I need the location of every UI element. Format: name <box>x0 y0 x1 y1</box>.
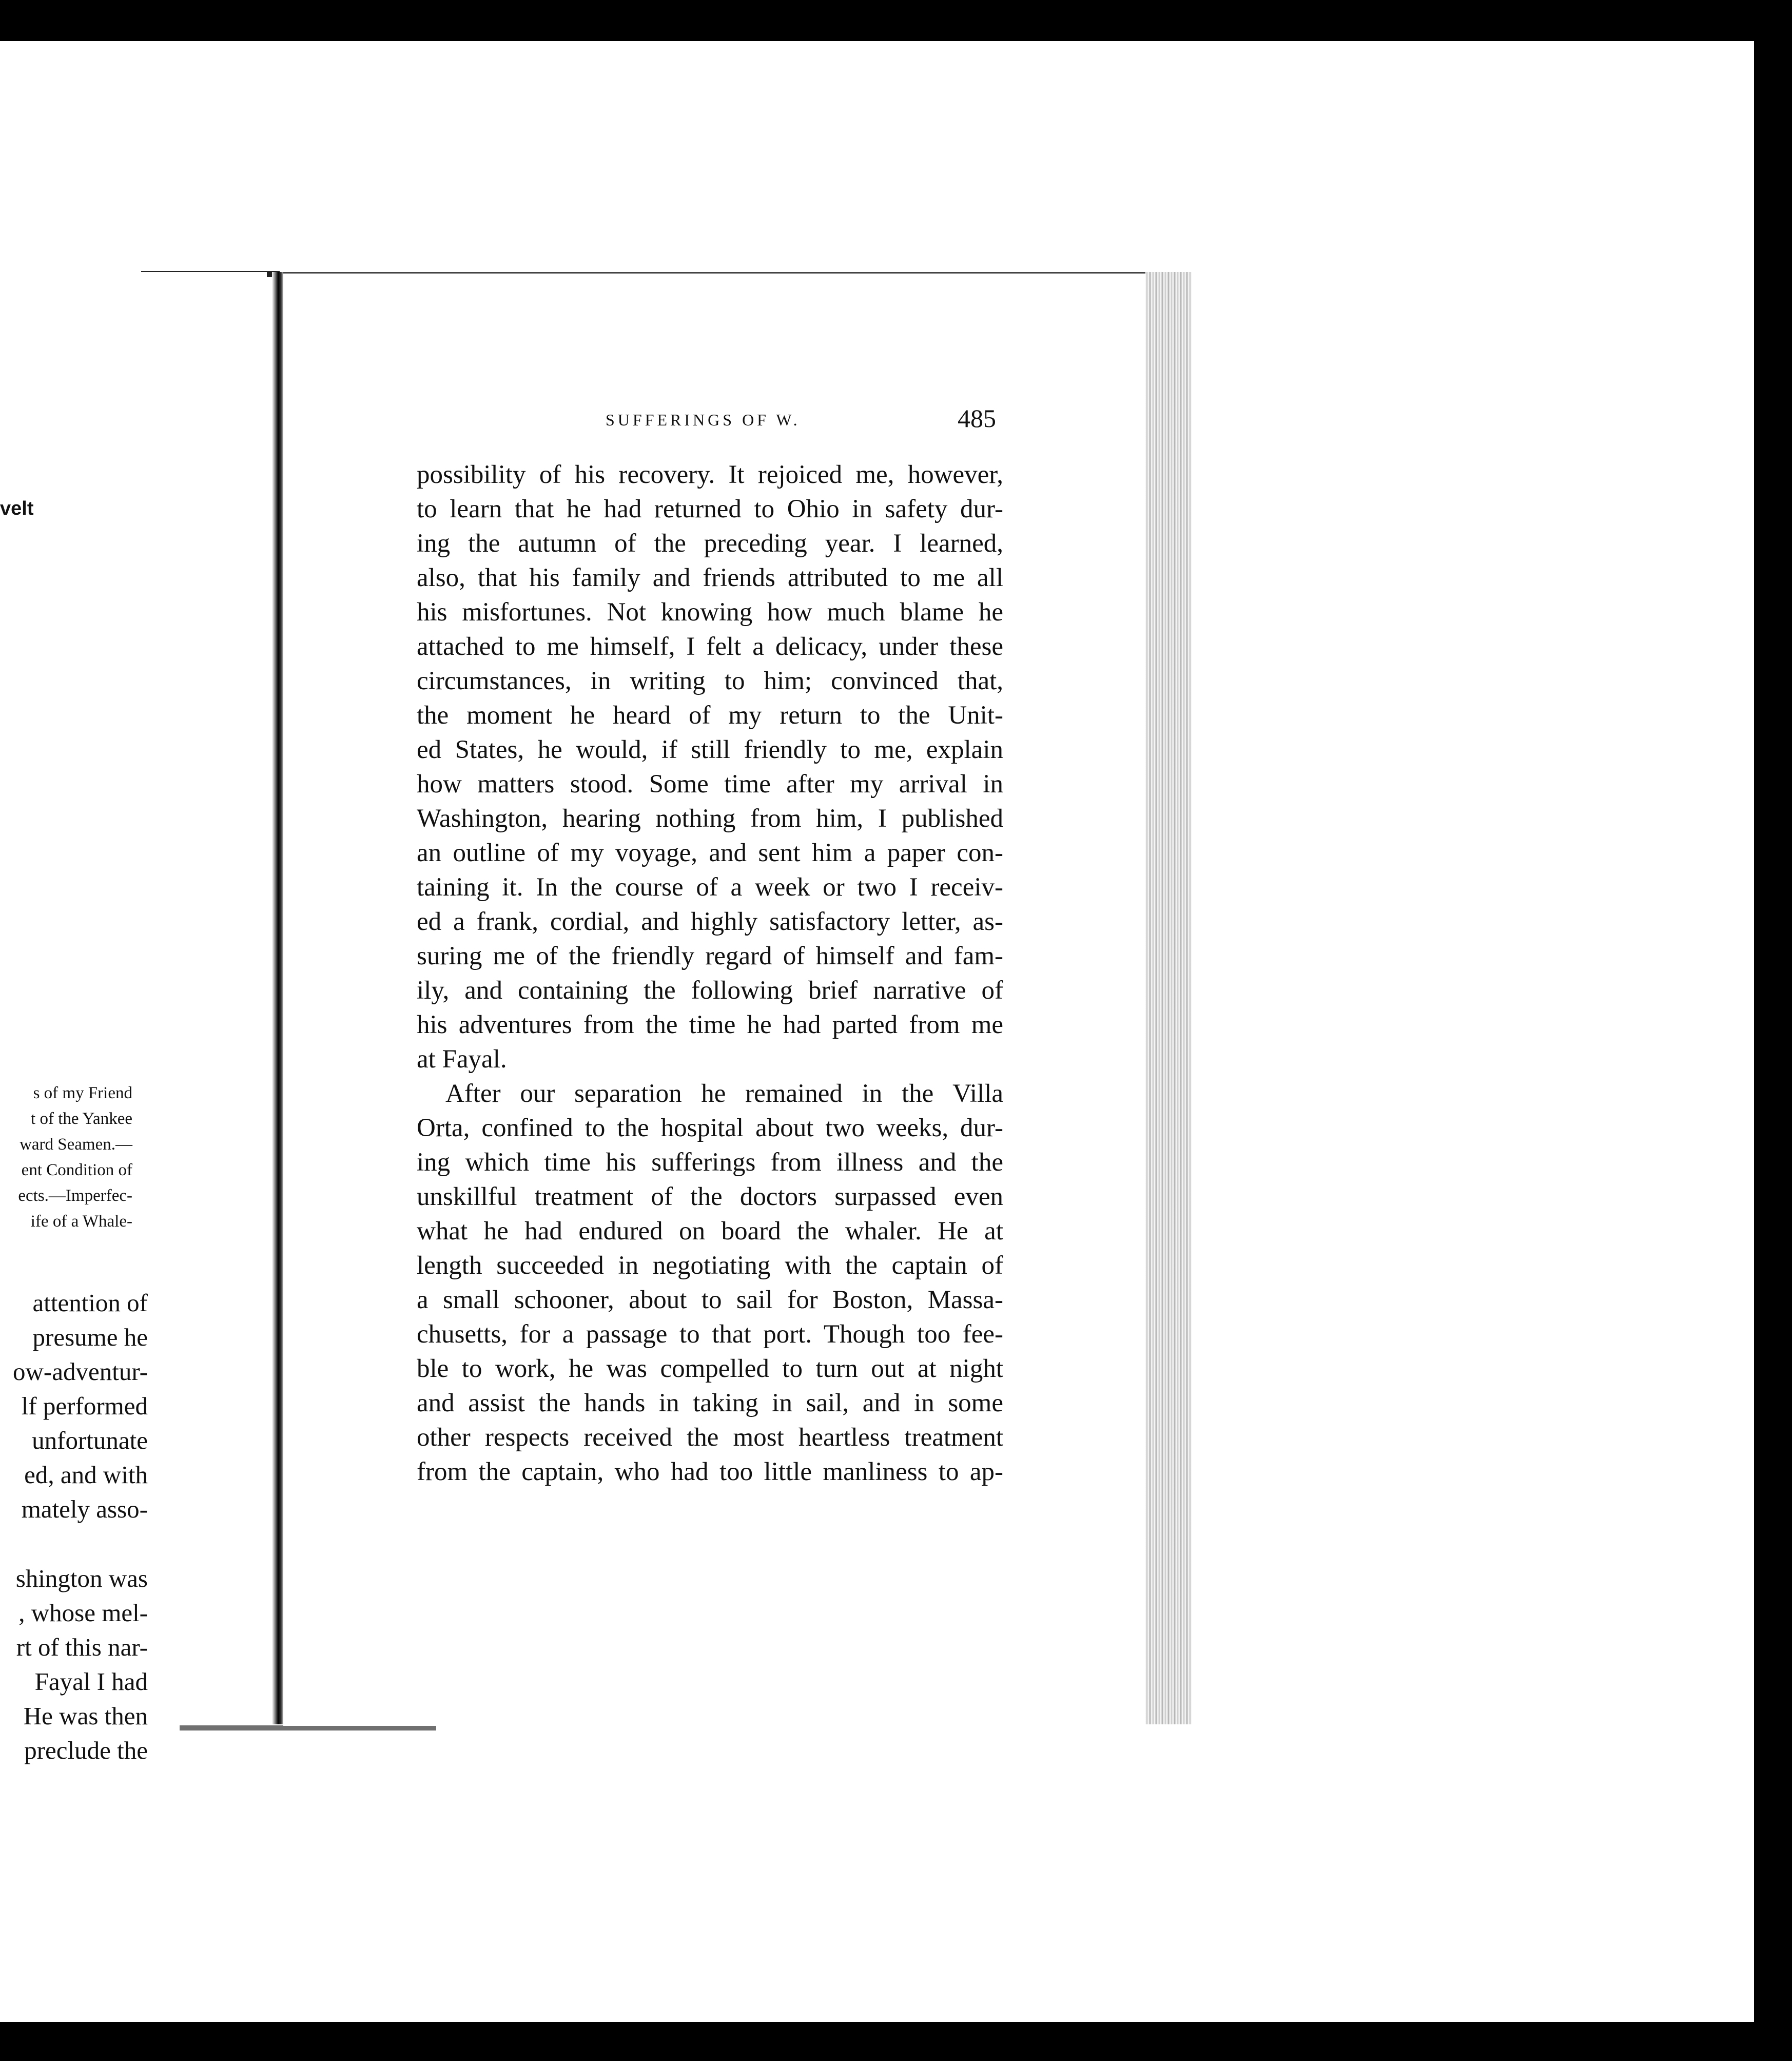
body-line: presume he <box>32 1323 148 1351</box>
body-line: Fayal I had <box>34 1667 148 1696</box>
text-line: his adventures from the time he had parted from me <box>417 1010 1003 1039</box>
running-head: SUFFERINGS OF W. <box>606 411 801 429</box>
text-line: and assist the hands in taking in sail, and in some <box>417 1389 1003 1417</box>
body-line: preclude the <box>24 1736 148 1764</box>
left-page-header-fragment: velt <box>0 498 34 519</box>
text-line: a small schooner, about to sail for Boston, Massa- <box>417 1286 1003 1314</box>
scan-border-top <box>0 0 1792 41</box>
body-line: ed, and with <box>24 1461 148 1489</box>
text-line: ed a frank, cordial, and highly satisfactory letter, as- <box>417 907 1003 936</box>
text-line: taining it. In the course of a week or two I receiv- <box>417 873 1003 902</box>
scan-border-bottom <box>0 2022 1792 2061</box>
text-line: the moment he heard of my return to the Unit- <box>417 701 1003 730</box>
text-line: Orta, confined to the hospital about two weeks, dur- <box>417 1114 1003 1142</box>
summary-line: ent Condition of <box>21 1161 132 1179</box>
text-line: After our separation he remained in the Villa <box>445 1079 1003 1108</box>
body-line: , whose mel- <box>18 1599 148 1627</box>
text-line: ed States, he would, if still friendly to me, explain <box>417 735 1003 764</box>
text-line: from the captain, who had too little manliness to ap- <box>417 1457 1003 1486</box>
text-line: at Fayal. <box>417 1045 507 1074</box>
body-line: ow-adventur- <box>13 1357 148 1386</box>
text-line: attached to me himself, I felt a delicacy, under these <box>417 632 1003 661</box>
text-line: length succeeded in negotiating with the captain of <box>417 1251 1003 1280</box>
summary-line: ife of a Whale- <box>30 1212 132 1231</box>
text-line: to learn that he had returned to Ohio in safety dur- <box>417 495 1003 523</box>
scan-border-right <box>1754 0 1792 2061</box>
text-line: unskillful treatment of the doctors surpassed even <box>417 1182 1003 1211</box>
body-line: lf performed <box>21 1392 148 1420</box>
text-line: other respects received the most heartless treatment <box>417 1423 1003 1452</box>
text-line: an outline of my voyage, and sent him a paper con- <box>417 839 1003 867</box>
text-line: suring me of the friendly regard of himself and fam- <box>417 942 1003 970</box>
body-line: He was then <box>23 1702 148 1730</box>
body-line: attention of <box>32 1289 148 1317</box>
page-number: 485 <box>958 404 996 433</box>
body-line: rt of this nar- <box>16 1633 148 1661</box>
text-line: also, that his family and friends attributed to me all <box>417 563 1003 592</box>
text-line: what he had endured on board the whaler. He at <box>417 1217 1003 1246</box>
left-page-fragment <box>0 272 267 1764</box>
body-text <box>417 458 1003 1489</box>
left-page-body <box>0 1286 148 1767</box>
summary-line: ects.—Imperfec- <box>18 1187 132 1205</box>
text-line: chusetts, for a passage to that port. Though too fee- <box>417 1320 1003 1349</box>
text-line: ble to work, he was compelled to turn out at night <box>417 1354 1003 1383</box>
text-line: possibility of his recovery. It rejoiced me, however, <box>417 460 1003 489</box>
text-line: circumstances, in writing to him; convinced that, <box>417 667 1003 695</box>
body-line: shington was <box>15 1564 148 1592</box>
body-line: unfortunate <box>32 1426 148 1454</box>
text-line: how matters stood. Some time after my arrival in <box>417 770 1003 799</box>
left-page-bottom-edge <box>180 1725 436 1731</box>
text-line: Washington, hearing nothing from him, I published <box>417 804 1003 833</box>
text-line: ing the autumn of the preceding year. I learned, <box>417 529 1003 558</box>
text-line: his misfortunes. Not knowing how much blame he <box>417 598 1003 627</box>
summary-line: t of the Yankee <box>31 1110 132 1128</box>
text-line: ing which time his sufferings from illness and the <box>417 1148 1003 1177</box>
summary-line: s of my Friend <box>33 1084 132 1102</box>
page-stack-edge <box>1145 272 1192 1724</box>
body-line: mately asso- <box>21 1495 148 1523</box>
left-page-chapter-summary <box>0 1080 132 1234</box>
summary-line: ward Seamen.— <box>20 1135 132 1154</box>
text-line: ily, and containing the following brief narrative of <box>417 976 1003 1005</box>
book-spine-gutter <box>272 272 283 1724</box>
